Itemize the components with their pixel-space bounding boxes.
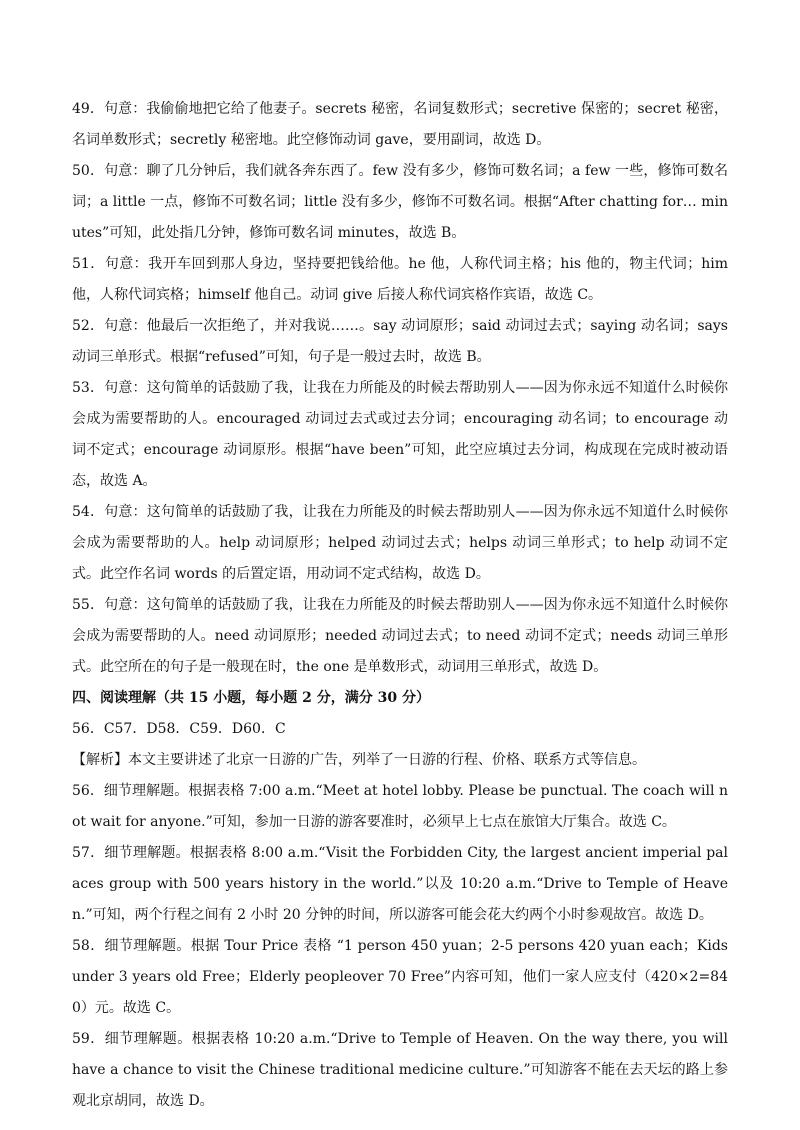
explanation-q51: 51．句意：我开车回到那人身边，坚持要把钱给他。he 他，人称代词主格；his 他的，物主代词；him 他，人称代词宾格；himself 他自己。动词 give 后接人称代词宾格作宾语，故选 C。: [72, 256, 728, 303]
answers-line: 56．C57．D58．C59．D60．C: [72, 721, 286, 737]
explanation-q54: 54．句意：这句简单的话鼓励了我，让我在力所能及的时候去帮助别人——因为你永远不知道什么时候你会成为需要帮助的人。help 动词原形；helped 动词过去式；helps 动词三单形式；to help 动词不定式。此空作名词 words 的后置定语，用动词不定式结构，故选 D。: [72, 504, 728, 582]
explanation-q55: 55．句意：这句简单的话鼓励了我，让我在力所能及的时候去帮助别人——因为你永远不知道什么时候你会成为需要帮助的人。need 动词原形；needed 动词过去式；to need 动词不定式；needs 动词三单形式。此空所在的句子是一般现在时，the one 是单数形式，动词用三单形式，故选 D。: [72, 597, 728, 675]
explanation-q57: 57．细节理解题。根据表格 8:00 a.m.“Visit the Forbidden City, the largest ancient imperial palaces group with 500 years history in the world.”以及 10:20 a.m.“Drive to Temple of Heaven.”可知，两个行程之间有 2 小时 20 分钟的时间，所以游客可能会花大约两个小时参观故宫。故选 D。: [72, 845, 728, 923]
explanation-q50: 50．句意：聊了几分钟后，我们就各奔东西了。few 没有多少，修饰可数名词；a few 一些，修饰可数名词；a little 一点，修饰不可数名词；little 没有多少，修饰不可数名词。根据“After chatting for… minutes”可知，此处指几分钟，修饰可数名词 minutes，故选 B。: [72, 163, 728, 241]
answer-key-content: [72, 94, 728, 1117]
section-heading-reading: 四、阅读理解（共 15 小题，每小题 2 分，满分 30 分）: [72, 690, 430, 706]
analysis-line: 【解析】本文主要讲述了北京一日游的广告，列举了一日游的行程、价格、联系方式等信息。: [72, 752, 646, 768]
explanation-q52: 52．句意：他最后一次拒绝了，并对我说……。say 动词原形；said 动词过去式；saying 动名词；says 动词三单形式。根据“refused”可知，句子是一般过去时，故选 B。: [72, 318, 728, 365]
explanation-q59: 59．细节理解题。根据表格 10:20 a.m.“Drive to Temple of Heaven. On the way there, you will have a chance to visit the Chinese traditional medicine culture.”可知游客不能在去天坛的路上参观北京胡同，故选 D。: [72, 1031, 728, 1109]
explanation-q49: 49．句意：我偷偷地把它给了他妻子。secrets 秘密，名词复数形式；secretive 保密的；secret 秘密，名词单数形式；secretly 秘密地。此空修饰动词 gave，要用副词，故选 D。: [72, 101, 728, 148]
explanation-q56: 56．细节理解题。根据表格 7:00 a.m.“Meet at hotel lobby. Please be punctual. The coach will not wait for anyone.”可知，参加一日游的游客要准时，必须早上七点在旅馆大厅集合。故选 C。: [72, 783, 728, 830]
explanation-q58: 58．细节理解题。根据 Tour Price 表格 “1 person 450 yuan；2-5 persons 420 yuan each；Kidsunder 3 years old Free；Elderly peopleover 70 Free”内容可知，他们一家人应支付（420×2=840）元。故选 C。: [72, 938, 728, 1016]
explanation-q53: 53．句意：这句简单的话鼓励了我，让我在力所能及的时候去帮助别人——因为你永远不知道什么时候你会成为需要帮助的人。encouraged 动词过去式或过去分词；encouraging 动名词；to encourage 动词不定式；encourage 动词原形。根据“have been”可知，此空应填过去分词，构成现在完成时被动语态，故选 A。: [72, 380, 728, 489]
